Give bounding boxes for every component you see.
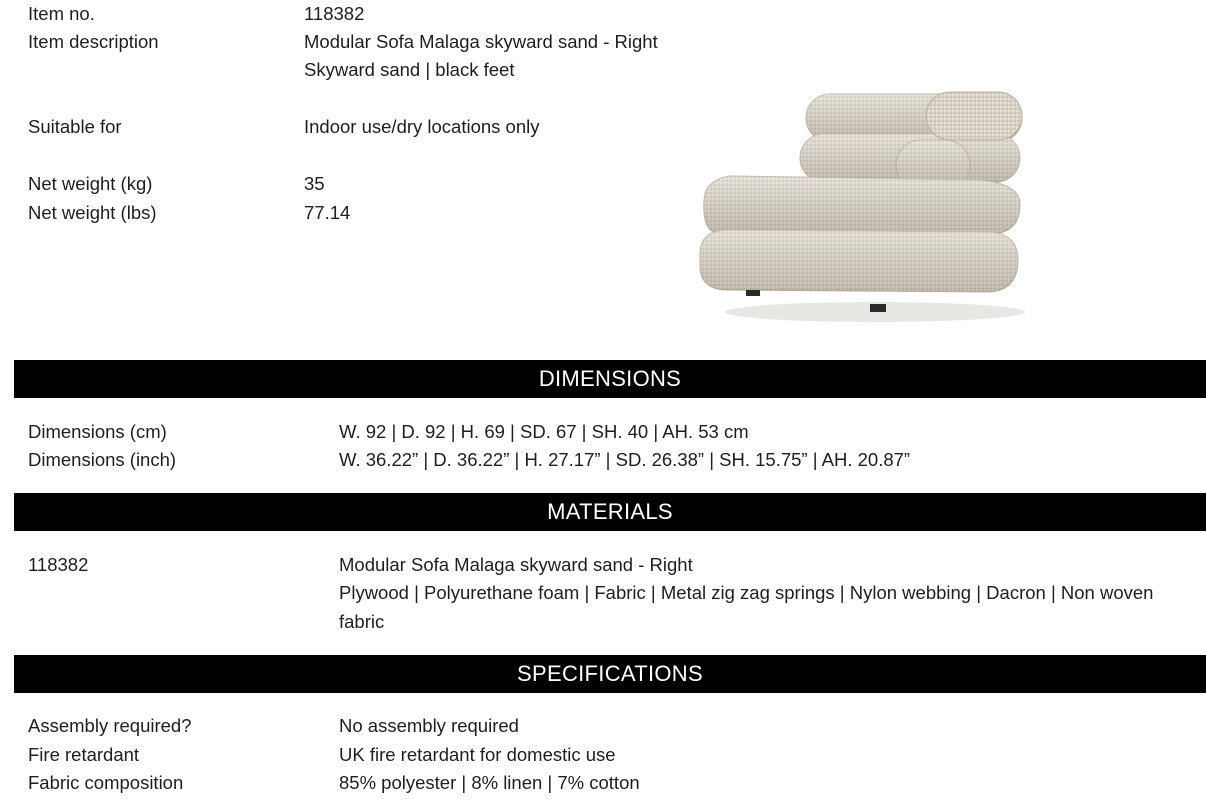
net-weight-kg-value: 35 [304,173,325,194]
fabric-composition-label: Fabric composition [28,772,184,793]
fabric-composition-value: 85% polyester | 8% linen | 7% cotton [339,772,640,793]
dimensions-cm-value: W. 92 | D. 92 | H. 69 | SD. 67 | SH. 40 | AH. 53 cm [339,421,749,442]
item-description-line1: Modular Sofa Malaga skyward sand - Right [304,31,658,52]
assembly-value: No assembly required [339,715,519,736]
materials-item-label: 118382 [28,554,89,575]
net-weight-lbs-label: Net weight (lbs) [28,202,157,223]
assembly-label: Assembly required? [28,715,192,736]
item-description-label: Item description [28,31,159,52]
suitable-for-value: Indoor use/dry locations only [304,116,540,137]
item-description-line2: Skyward sand | black feet [304,59,515,80]
dimensions-cm-label: Dimensions (cm) [28,421,167,442]
specifications-heading: SPECIFICATIONS [14,655,1206,693]
dimensions-heading: DIMENSIONS [14,360,1206,398]
fire-retardant-value: UK fire retardant for domestic use [339,744,616,765]
materials-heading: MATERIALS [14,493,1206,531]
item-no-label: Item no. [28,3,95,24]
modular-sofa-product-photo [690,84,1036,330]
net-weight-kg-label: Net weight (kg) [28,173,153,194]
dimensions-inch-value: W. 36.22” | D. 36.22” | H. 27.17” | SD. 26.38” | SH. 15.75” | AH. 20.87” [339,449,911,470]
product-image [690,84,1036,330]
materials-item-materials: Plywood | Polyurethane foam | Fabric | Metal zig zag springs | Nylon webbing | Dacron | Non woven fabric [339,582,1154,632]
fire-retardant-label: Fire retardant [28,744,140,765]
dimensions-inch-label: Dimensions (inch) [28,449,177,470]
item-no-value: 118382 [304,3,365,24]
suitable-for-label: Suitable for [28,116,122,137]
net-weight-lbs-value: 77.14 [304,202,351,223]
materials-item-name: Modular Sofa Malaga skyward sand - Right [339,554,693,575]
